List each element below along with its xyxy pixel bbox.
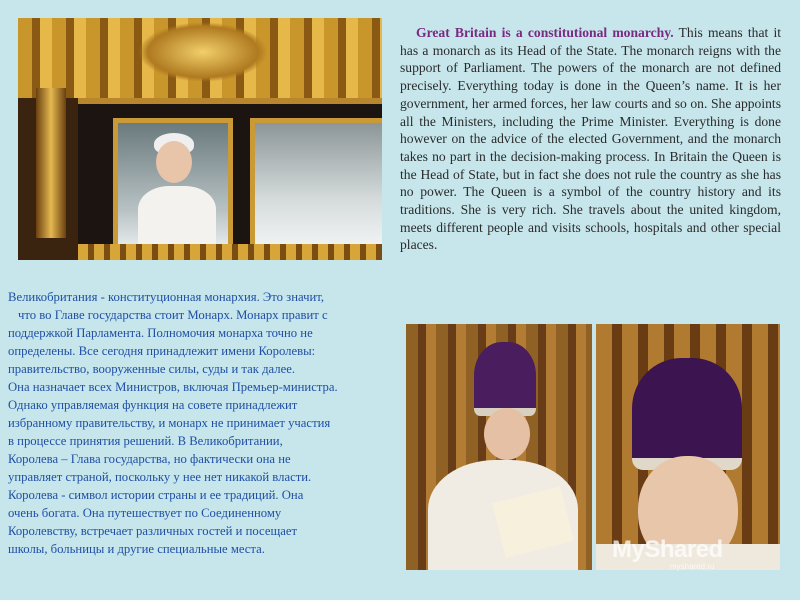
russian-line: избранному правительству, и монарх не принимает участия [8, 416, 331, 430]
carriage-gold-base [78, 244, 382, 260]
russian-line: школы, больницы и другие специальные места. [8, 542, 265, 556]
english-lead-sentence: Great Britain is a constitutional monarchy. [416, 25, 674, 40]
russian-line: в процессе принятия решений. В Великобритании, [8, 434, 283, 448]
queen-carriage-photo [18, 18, 382, 260]
russian-line: Королева – Глава государства, но фактически она не [8, 452, 291, 466]
russian-line: Однако управляемая функция на совете принадлежит [8, 398, 298, 412]
watermark-logo-text: MyShared [612, 536, 723, 563]
queen-speech-photo [406, 324, 592, 570]
crown [474, 342, 536, 416]
russian-line: что во Главе государства стоит Монарх. Монарх правит с [18, 308, 328, 322]
crown [632, 358, 742, 470]
russian-line: очень богата. Она путешествует по Соединенному [8, 506, 282, 520]
queen-crown-closeup-photo [596, 324, 780, 570]
russian-line: правительство, вооруженные силы, суды и так далее. [8, 362, 296, 376]
queen-face [156, 141, 192, 183]
russian-line: поддержкой Парламента. Полномочия монарха точно не [8, 326, 313, 340]
russian-line: управляет страной, поскольку у нее нет никакой власти. [8, 470, 312, 484]
russian-line: определены. Все сегодня принадлежит имени Королевы: [8, 344, 316, 358]
queen-face [484, 408, 530, 460]
russian-line: Она назначает всех Министров, включая Премьер-министра. [8, 380, 338, 394]
carriage-crest [138, 22, 268, 82]
queen-dress [138, 186, 216, 244]
carriage-window-right [250, 118, 382, 253]
english-body-text: This means that it has a monarch as its Head of the State. The monarch reigns with the support of Parliament. The powers of the monarch are not defined precisely. Everything today is done in the Queen’s name. It is her government, her armed forces, her law courts and so on. She appoints all the Ministers, including the Prime Minister. Everything is done however on the advice of the elected Government, and the monarch takes no part in the decision-making process. In Britain the Queen is the Head of State, but in fact she does not rule the country as she has no power. The Queen is a symbol of the country history and its traditions. She is very rich. She travels about the united kingdom, meets different people and visits schools, hospitals and other special places. [400, 25, 781, 253]
russian-line: Королевству, встречает различных гостей и посещает [8, 524, 298, 538]
russian-paragraph [8, 288, 408, 558]
english-paragraph [400, 24, 781, 254]
watermark-url: myshared.ru [670, 562, 715, 571]
russian-line: Королева - символ истории страны и ее традиций. Она [8, 488, 304, 502]
carriage-lamp [36, 88, 66, 238]
watermark-logo [612, 536, 772, 571]
russian-line: Великобритания - конституционная монархия. Это значит, [8, 290, 325, 304]
